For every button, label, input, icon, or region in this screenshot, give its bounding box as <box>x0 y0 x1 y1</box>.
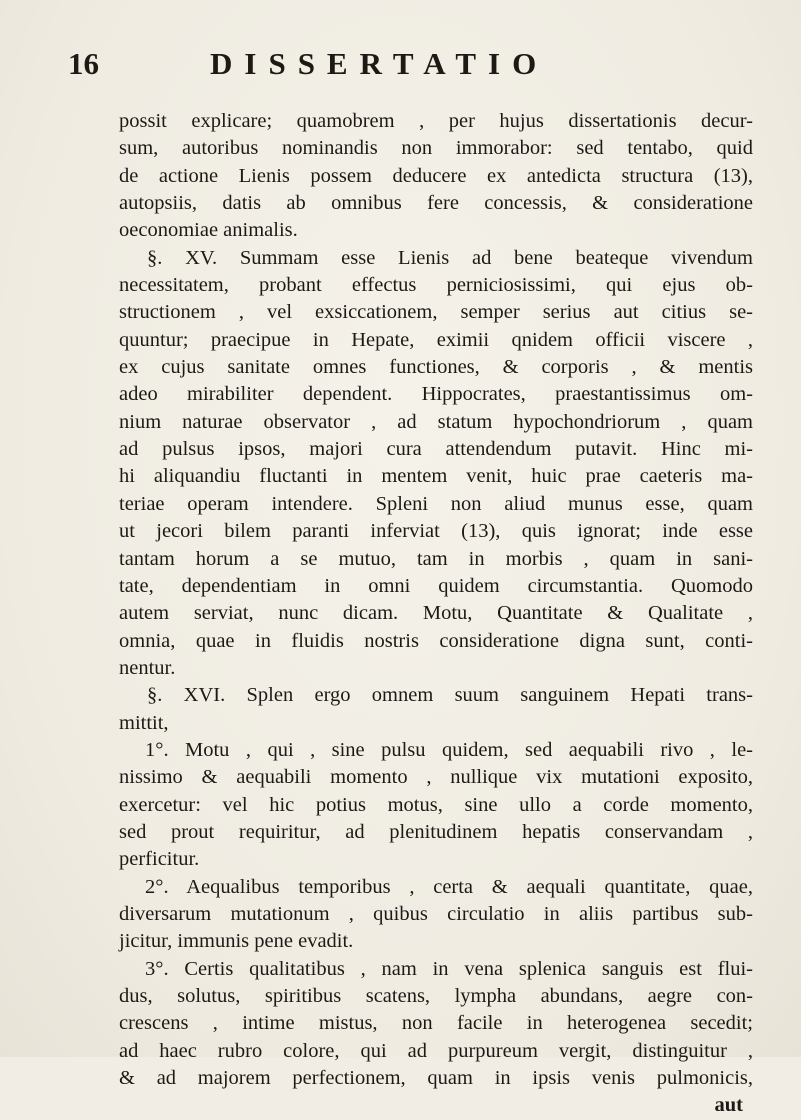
text-line: dus, solutus, spiritibus scatens, lympha abundans, aegre con- <box>119 985 753 1007</box>
text-line: ex cujus sanitate omnes functiones, & corporis , & mentis <box>119 356 753 379</box>
text-line: ad pulsus ipsos, majori cura attendendum putavit. Hinc mi- <box>119 438 753 461</box>
text-line: omnia, quae in fluidis nostris consideratione digna sunt, conti- <box>119 629 753 652</box>
text-line: 1°. Motu , qui , sine pulsu quidem, sed aequabili rivo , le- <box>145 738 753 761</box>
text-line: adeo mirabiliter dependent. Hippocrates, praestantissimus om- <box>119 383 753 406</box>
text-line: sed prout requiritur, ad plenitudinem hepatis conservandam , <box>119 820 753 843</box>
catchword: aut <box>714 1094 743 1117</box>
text-line: nium naturae observator , ad statum hypochondriorum , quam <box>119 410 753 433</box>
page-header <box>68 44 748 84</box>
text-line: tantam horum a se mutuo, tam in morbis , quam in sani- <box>119 547 753 570</box>
text-line: tate, dependentiam in omni quidem circumstantia. Quomodo <box>119 574 753 597</box>
text-line: crescens , intime mistus, non facile in heterogenea secedit; <box>119 1012 753 1035</box>
text-line: nissimo & aequabili momento , nullique vix mutationi exposito, <box>119 766 753 789</box>
text-line: structionem , vel exsiccationem, semper serius aut citius se- <box>119 301 753 324</box>
text-line: & ad majorem perfectionem, quam in ipsis venis pulmonicis, <box>119 1067 753 1090</box>
text-line: diversarum mutationum , quibus circulatio in aliis partibus sub- <box>119 902 753 925</box>
text-line: de actione Lienis possem deducere ex antedicta structura (13), <box>119 164 753 187</box>
text-line: possit explicare; quamobrem , per hujus dissertationis decur- <box>119 110 753 132</box>
text-line: teriae operam intendere. Spleni non aliud munus esse, quam <box>119 492 753 515</box>
text-line: autopsiis, datis ab omnibus fere concessis, & consideratione <box>119 192 753 215</box>
text-line: perficitur. <box>119 848 200 871</box>
text-line: exercetur: vel hic potius motus, sine ullo a corde momento, <box>119 793 753 816</box>
text-line: necessitatem, probant effectus perniciosissimi, qui ejus ob- <box>119 274 753 297</box>
text-line: quuntur; praecipue in Hepate, eximii qnidem officii viscere , <box>119 328 753 351</box>
body-text <box>119 108 753 1120</box>
text-line: autem serviat, nunc dicam. Motu, Quantitate & Qualitate , <box>119 602 753 625</box>
text-line: oeconomiae animalis. <box>119 219 298 242</box>
running-title: DISSERTATIO <box>210 46 549 81</box>
text-line: ut jecori bilem paranti inferviat (13), quis ignorat; inde esse <box>119 520 753 543</box>
page-number: 16 <box>68 46 99 81</box>
text-line: §. XV. Summam esse Lienis ad bene beateque vivendum <box>147 246 753 269</box>
text-line: 2°. Aequalibus temporibus , certa & aequali quantitate, quae, <box>145 875 753 898</box>
text-line: nentur. <box>119 656 176 679</box>
text-line: jicitur, immunis pene evadit. <box>119 930 354 953</box>
text-line: 3°. Certis qualitatibus , nam in vena splenica sanguis est flui- <box>145 957 753 980</box>
text-line: ad haec rubro colore, qui ad purpureum vergit, distinguitur , <box>119 1039 753 1062</box>
text-line: sum, autoribus nominandis non immorabor: sed tentabo, quid <box>119 137 753 160</box>
text-line: hi aliquandiu fluctanti in mentem venit, huic prae caeteris ma- <box>119 465 753 488</box>
text-line: §. XVI. Splen ergo omnem suum sanguinem Hepati trans- <box>147 684 753 707</box>
text-line: mittit, <box>119 711 169 734</box>
